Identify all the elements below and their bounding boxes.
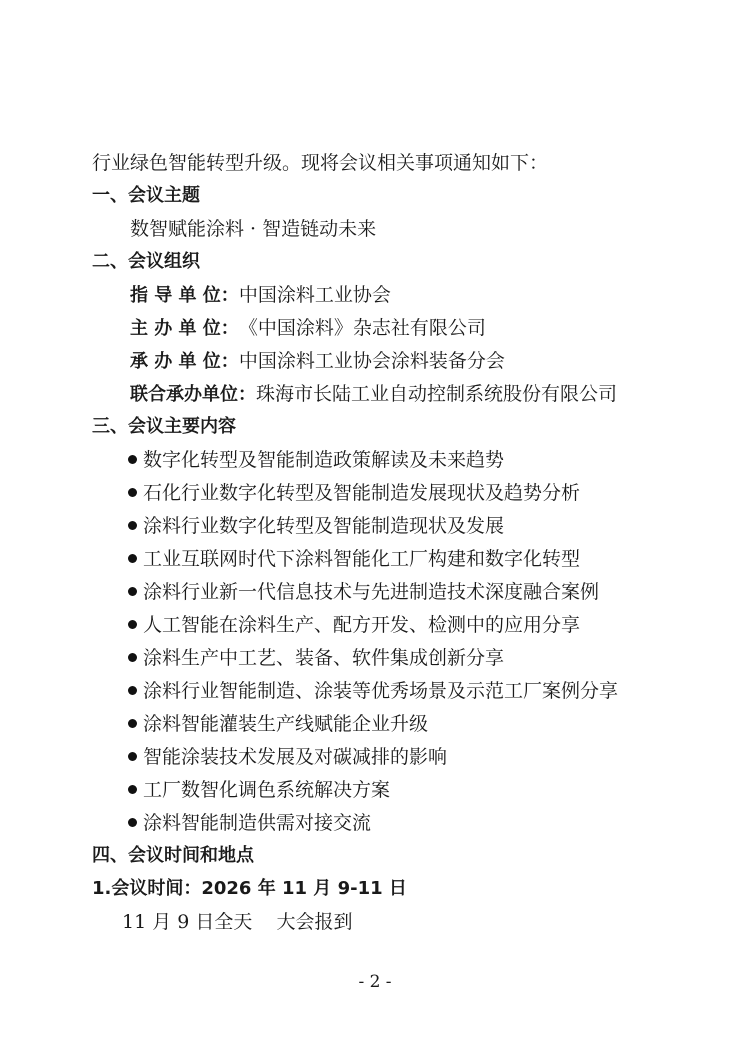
list-item-text: 涂料智能制造供需对接交流	[143, 812, 372, 834]
intro-text: 行业绿色智能转型升级。现将会议相关事项通知如下：	[92, 152, 549, 174]
bullet-icon	[128, 554, 137, 563]
org-value: 中国涂料工业协会	[238, 284, 391, 306]
bullet-icon	[128, 686, 137, 695]
list-item	[128, 579, 599, 605]
section-heading-theme: 一、会议主题	[92, 185, 200, 206]
section-heading-content: 三、会议主要内容	[92, 416, 236, 437]
org-value: 《中国涂料》杂志社有限公司	[238, 317, 486, 339]
bullet-icon	[128, 785, 137, 794]
org-label: 联合承办单位：	[130, 384, 256, 405]
bullet-icon	[128, 719, 137, 728]
list-item	[128, 810, 371, 836]
list-item-text: 智能涂装技术发展及对碳减排的影响	[143, 746, 448, 768]
list-item	[128, 612, 580, 638]
list-item	[128, 744, 447, 770]
list-item	[128, 645, 504, 671]
list-item-text: 涂料行业新一代信息技术与先进制造技术深度融合案例	[143, 581, 600, 603]
org-row	[130, 381, 617, 408]
org-value: 珠海市长陆工业自动控制系统股份有限公司	[256, 383, 618, 405]
org-value: 中国涂料工业协会涂料装备分会	[238, 350, 505, 372]
list-item-text: 涂料行业数字化转型及智能制造现状及发展	[143, 515, 505, 537]
theme-text: 数智赋能涂料 · 智造链动未来	[130, 218, 377, 240]
bullet-icon	[128, 455, 137, 464]
bullet-icon	[128, 752, 137, 761]
list-item-text: 涂料智能灌装生产线赋能企业升级	[143, 713, 429, 735]
bullet-icon	[128, 587, 137, 596]
list-item-text: 人工智能在涂料生产、配方开发、检测中的应用分享	[143, 614, 581, 636]
list-item-text: 石化行业数字化转型及智能制造发展现状及趋势分析	[143, 482, 581, 504]
bullet-icon	[128, 653, 137, 662]
list-item-text: 数字化转型及智能制造政策解读及未来趋势	[143, 449, 505, 471]
schedule-line: 11 月 9 日全天 大会报到	[122, 911, 353, 933]
list-item	[128, 513, 504, 539]
list-item	[128, 711, 428, 737]
list-item-text: 涂料行业智能制造、涂装等优秀场景及示范工厂案例分享	[143, 680, 619, 702]
bullet-icon	[128, 620, 137, 629]
bullet-icon	[128, 818, 137, 827]
org-row	[130, 282, 391, 309]
list-item	[128, 678, 618, 704]
list-item-text: 涂料生产中工艺、装备、软件集成创新分享	[143, 647, 505, 669]
bullet-icon	[128, 521, 137, 530]
meeting-time-heading: 1.会议时间：2026 年 11 月 9-11 日	[92, 878, 407, 899]
bullet-icon	[128, 488, 137, 497]
org-row	[130, 315, 486, 342]
list-item	[128, 777, 390, 803]
section-heading-time-place: 四、会议时间和地点	[92, 845, 254, 866]
section-heading-organization: 二、会议组织	[92, 251, 200, 272]
org-row	[130, 348, 505, 375]
list-item-text: 工业互联网时代下涂料智能化工厂构建和数字化转型	[143, 548, 581, 570]
list-item	[128, 546, 580, 572]
org-label: 指 导 单 位：	[130, 285, 239, 306]
org-label: 承 办 单 位：	[130, 351, 239, 372]
page-number: - 2 -	[358, 972, 392, 992]
list-item	[128, 480, 580, 506]
org-label: 主 办 单 位：	[130, 318, 239, 339]
list-item	[128, 447, 504, 473]
list-item-text: 工厂数智化调色系统解决方案	[143, 779, 391, 801]
